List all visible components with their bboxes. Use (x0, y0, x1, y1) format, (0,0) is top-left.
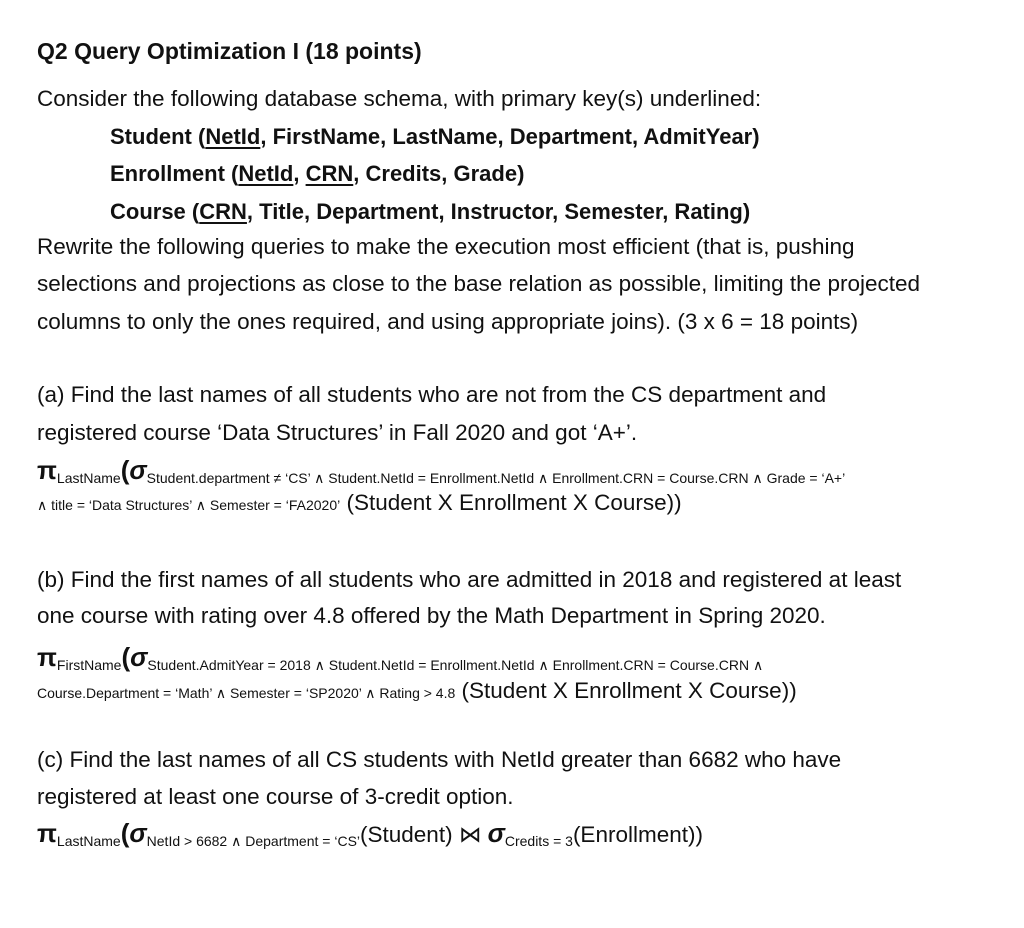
schema-student-rest: , FirstName, LastName, Department, AdmitYear) (260, 124, 760, 149)
schema-student-key-netid: NetId (205, 124, 261, 149)
question-c-line-2: registered at least one course of 3-credit option. (37, 784, 514, 809)
open-paren: ( (121, 642, 131, 672)
question-c-relation-1: (Student) ⋈ (360, 822, 488, 847)
question-c-line-1: (c) Find the last names of all CS students with NetId greater than 6682 who have (37, 747, 842, 772)
sigma-symbol: σ (487, 818, 505, 848)
intro-text: Consider the following database schema, with primary key(s) underlined: (37, 86, 762, 111)
question-a-projection: LastName (56, 470, 121, 486)
question-b-relation: (Student X Enrollment X Course)) (461, 678, 797, 703)
question-a-expression-line-1 (37, 455, 845, 487)
schema-enrollment-key-crn: CRN (305, 161, 354, 186)
schema-student-name: Student (110, 124, 192, 149)
open-paren: ( (120, 818, 130, 848)
question-a-relation: (Student X Enrollment X Course)) (346, 490, 682, 515)
schema-enrollment: Enrollment (NetId, CRN, Credits, Grade) (110, 161, 525, 186)
schema-course: Course (CRN, Title, Department, Instructor, Semester, Rating) (110, 199, 751, 224)
schema-student: Student (NetId, FirstName, LastName, Department, AdmitYear) (110, 124, 760, 149)
question-a-expression-line-2 (37, 490, 682, 516)
question-c-projection: LastName (56, 833, 121, 849)
schema-enrollment-name: Enrollment (110, 161, 225, 186)
instructions-line-3: columns to only the ones required, and using appropriate joins). (3 x 6 = 18 points) (37, 309, 859, 334)
schema-course-rest: , Title, Department, Instructor, Semester, Rating) (246, 199, 751, 224)
question-b-line-1: (b) Find the first names of all students who are admitted in 2018 and registered at least (37, 567, 902, 592)
schema-course-key-crn: CRN (199, 199, 247, 224)
question-b-condition-1: Student.AdmitYear = 2018 ∧ Student.NetId = Enrollment.NetId ∧ Enrollment.CRN = Course.CRN ∧ (147, 657, 764, 673)
sigma-symbol: σ (129, 818, 147, 848)
question-c-relation-2: (Enrollment)) (572, 822, 703, 847)
pi-symbol: π (37, 455, 57, 485)
question-b-projection: FirstName (56, 657, 122, 673)
question-a-condition-1: Student.department ≠ ‘CS’ ∧ Student.NetId = Enrollment.NetId ∧ Enrollment.CRN = Course.CRN ∧ Grade = ‘A+’ (146, 470, 846, 486)
schema-course-name: Course (110, 199, 186, 224)
sigma-symbol: σ (129, 455, 147, 485)
pi-symbol: π (37, 642, 57, 672)
instructions-line-1: Rewrite the following queries to make the execution most efficient (that is, pushing (37, 234, 855, 259)
pi-symbol: π (37, 818, 57, 848)
sigma-symbol: σ (130, 642, 148, 672)
question-a-line-2: registered course ‘Data Structures’ in Fall 2020 and got ‘A+’. (37, 420, 638, 445)
schema-enrollment-key-netid: NetId (238, 161, 294, 186)
question-a-line-1: (a) Find the last names of all students who are not from the CS department and (37, 382, 827, 407)
question-c-expression (37, 818, 703, 850)
question-title: Q2 Query Optimization I (18 points) (37, 38, 422, 64)
question-c-condition-1: NetId > 6682 ∧ Department = ‘CS’ (146, 833, 361, 849)
schema-enrollment-rest: , Credits, Grade) (353, 161, 525, 186)
question-a-condition-2: ∧ title = ‘Data Structures’ ∧ Semester = ‘FA2020’ (37, 497, 341, 513)
open-paren: ( (120, 455, 130, 485)
question-b-expression-line-2 (37, 678, 797, 704)
question-c-condition-2: Credits = 3 (504, 833, 573, 849)
question-b-line-2: one course with rating over 4.8 offered by the Math Department in Spring 2020. (37, 603, 826, 628)
question-b-expression-line-1 (37, 642, 763, 674)
instructions-line-2: selections and projections as close to the base relation as possible, limiting the projected (37, 271, 921, 296)
question-b-condition-2: Course.Department = ‘Math’ ∧ Semester = ‘SP2020’ ∧ Rating > 4.8 (37, 685, 456, 701)
